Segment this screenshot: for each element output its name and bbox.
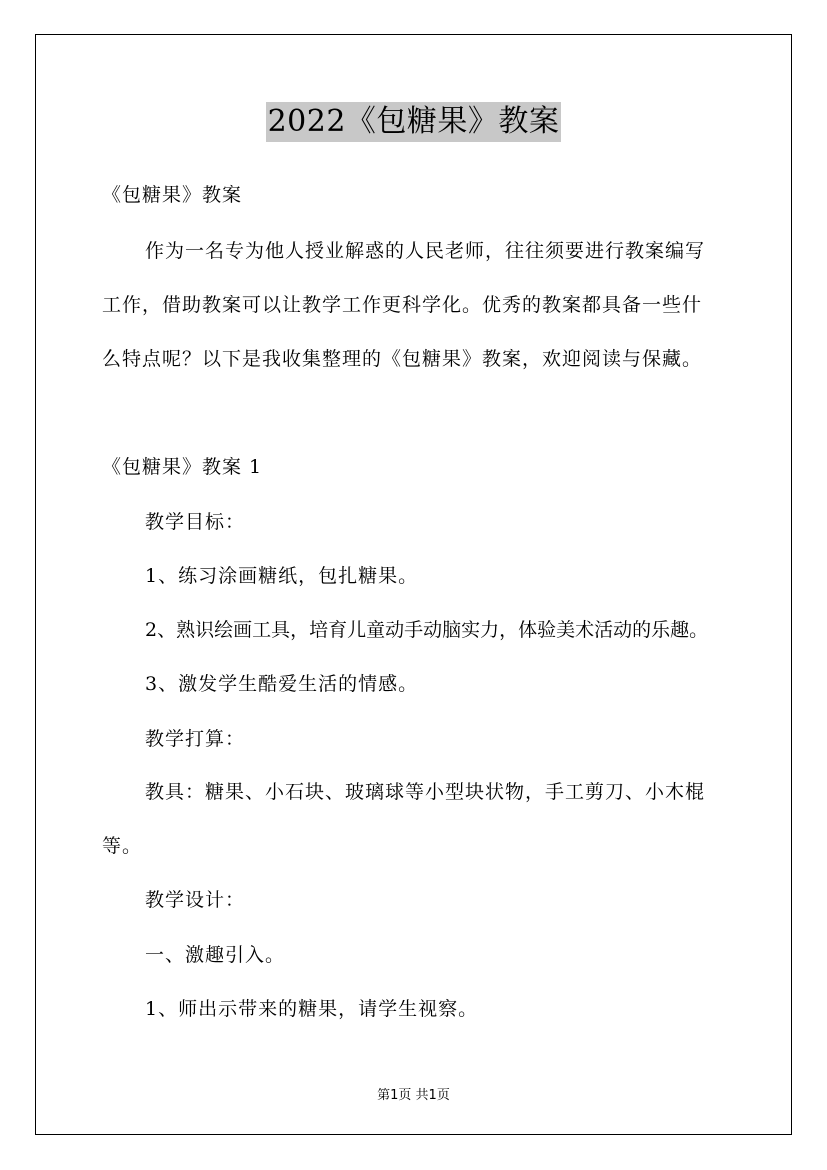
page-footer: 第1页 共1页 (377, 1088, 450, 1103)
design-label: 教学设计： (145, 889, 246, 911)
tools-line-2: 等。 (102, 835, 143, 857)
intro-line-1: 作为一名专为他人授业解惑的人民老师，往往须要进行教案编写 (145, 240, 706, 262)
goal-item-1: 1、练习涂画糖纸，包扎糖果。 (145, 565, 419, 587)
goals-label: 教学目标： (145, 511, 246, 533)
document-title: 2022《包糖果》教案 (266, 102, 562, 142)
prep-label: 教学打算： (145, 728, 246, 750)
subtitle: 《包糖果》教案 (102, 184, 243, 206)
step-1-1: 1、师出示带来的糖果，请学生视察。 (145, 998, 479, 1020)
tools-line-1: 教具：糖果、小石块、玻璃球等小型块状物，手工剪刀、小木棍 (145, 781, 706, 803)
step-1: 一、激趣引入。 (145, 944, 286, 966)
section-heading: 《包糖果》教案 1 (102, 456, 263, 478)
intro-line-3: 么特点呢？以下是我收集整理的《包糖果》教案，欢迎阅读与保藏。 (102, 348, 703, 370)
goal-item-2: 2、熟识绘画工具，培育儿童动手动脑实力，体验美术活动的乐趣。 (145, 619, 709, 641)
goal-item-3: 3、激发学生酷爱生活的情感。 (145, 673, 419, 695)
intro-line-2: 工作，借助教案可以让教学工作更科学化。优秀的教案都具备一些什 (102, 294, 703, 316)
title-container (0, 102, 827, 142)
